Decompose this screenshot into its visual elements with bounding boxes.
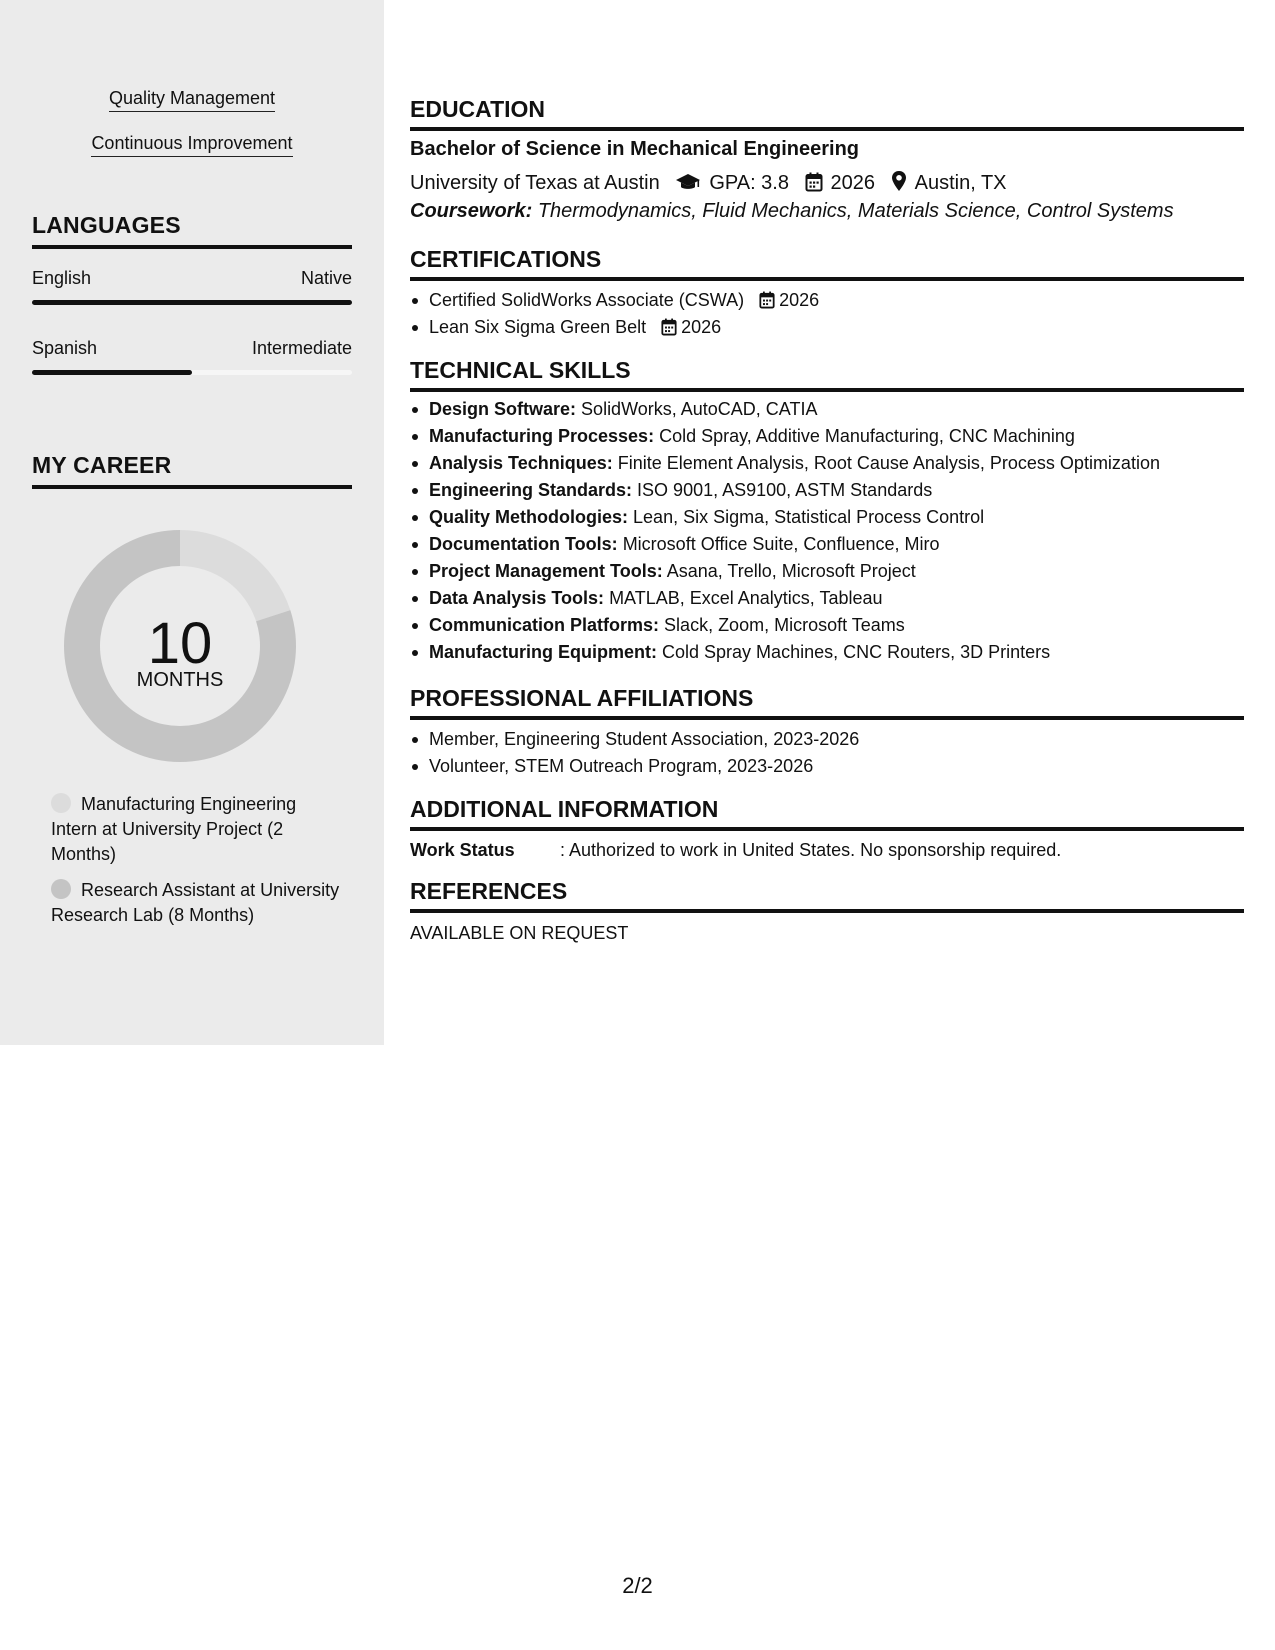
skill-label: Project Management Tools: [429,561,663,581]
skill-value: MATLAB, Excel Analytics, Tableau [609,588,883,608]
skill-label: Engineering Standards: [429,480,633,500]
list-item: Lean Six Sigma Green Belt 2026 [410,314,1244,341]
language-level: Intermediate [251,338,352,358]
coursework [410,200,1244,223]
technical-skills-heading: TECHNICAL SKILLS [410,357,1244,392]
languages-heading: LANGUAGES [32,212,352,249]
skill-value: Cold Spray Machines, CNC Routers, 3D Printers [662,642,1051,662]
skill-label: Communication Platforms: [429,615,660,635]
career-heading: MY CAREER [32,452,352,489]
legend-dot-icon [51,879,71,899]
skill-label: Manufacturing Processes: [429,426,655,446]
skill-label: Documentation Tools: [429,534,618,554]
list-item [410,450,1244,477]
list-item [410,585,1244,612]
skill-value: Asana, Trello, Microsoft Project [666,561,916,581]
degree-title: Bachelor of Science in Mechanical Engineering [410,138,860,160]
education-details [410,170,1244,195]
list-item [410,531,1244,558]
legend-dot-icon [51,793,71,813]
career-legend-item: Manufacturing Engineering Intern at University Project (2 Months) [51,794,297,864]
calendar-icon [759,291,775,309]
career-total: 10 [147,611,213,676]
education-heading: EDUCATION [410,96,1244,131]
skill-label: Quality Methodologies: [429,507,629,527]
skill-value: SolidWorks, AutoCAD, CATIA [581,399,818,419]
skill-label: Analysis Techniques: [429,453,613,473]
language-bar-fill [32,370,192,375]
graduation-cap-icon [675,172,701,192]
affiliations-heading: PROFESSIONAL AFFILIATIONS [410,685,1244,720]
references-heading: REFERENCES [410,878,1244,913]
language-row [32,268,352,289]
list-item: Volunteer, STEM Outreach Program, 2023-2026 [410,753,1244,780]
language-name: Spanish [32,338,98,358]
skill-value: Slack, Zoom, Microsoft Teams [664,615,905,635]
location-pin-icon [891,170,907,192]
school-name: University of Texas at Austin [410,172,660,194]
gpa: GPA: 3.8 [709,172,789,194]
work-status-value: : Authorized to work in United States. No sponsorship required. [560,840,1062,860]
skill-label: Manufacturing Equipment: [429,642,657,662]
skill-value: ISO 9001, AS9100, ASTM Standards [637,480,933,500]
language-bar-fill [32,300,352,305]
list-item [410,558,1244,585]
work-status-label: Work Status [410,840,515,860]
sidebar [0,0,384,1045]
coursework-label: Coursework: [410,200,533,222]
skill-label: Data Analysis Tools: [429,588,605,608]
career-donut-chart [64,530,296,762]
skill-item: Continuous Improvement [0,133,384,154]
certifications-list [410,287,1244,341]
calendar-icon [661,318,677,336]
technical-skills-list [410,396,1244,666]
language-bar [32,370,352,375]
skill-label: Design Software: [429,399,577,419]
list-item [410,477,1244,504]
list-item [410,423,1244,450]
list-item [410,639,1244,666]
skill-value: Cold Spray, Additive Manufacturing, CNC Machining [659,426,1075,446]
list-item: Member, Engineering Student Association, 2023-2026 [410,726,1244,753]
career-donut-segment [180,530,290,621]
language-name: English [32,268,92,288]
list-item [410,396,1244,423]
language-level: Native [300,268,352,288]
list-item [410,612,1244,639]
graduation-year: 2026 [830,172,876,194]
skill-value: Finite Element Analysis, Root Cause Analysis, Process Optimization [617,453,1160,473]
affiliations-list [410,726,1244,780]
calendar-icon [805,172,823,192]
page-number: 2/2 [622,1573,653,1598]
coursework-list: Thermodynamics, Fluid Mechanics, Materials Science, Control Systems [537,200,1174,222]
list-item: Certified SolidWorks Associate (CSWA) 2026 [410,287,1244,314]
additional-info-heading: ADDITIONAL INFORMATION [410,796,1244,831]
career-unit: MONTHS [136,669,224,691]
work-status-row [410,840,1244,861]
certifications-heading: CERTIFICATIONS [410,246,1244,281]
language-bar [32,300,352,305]
language-row [32,338,352,359]
skill-value: Lean, Six Sigma, Statistical Process Control [633,507,985,527]
skill-value: Microsoft Office Suite, Confluence, Miro [622,534,940,554]
location: Austin, TX [914,172,1007,194]
career-legend-item: Research Assistant at University Research Lab (8 Months) [51,880,340,925]
skill-item: Quality Management [0,88,384,109]
references-text: AVAILABLE ON REQUEST [410,923,629,943]
list-item [410,504,1244,531]
